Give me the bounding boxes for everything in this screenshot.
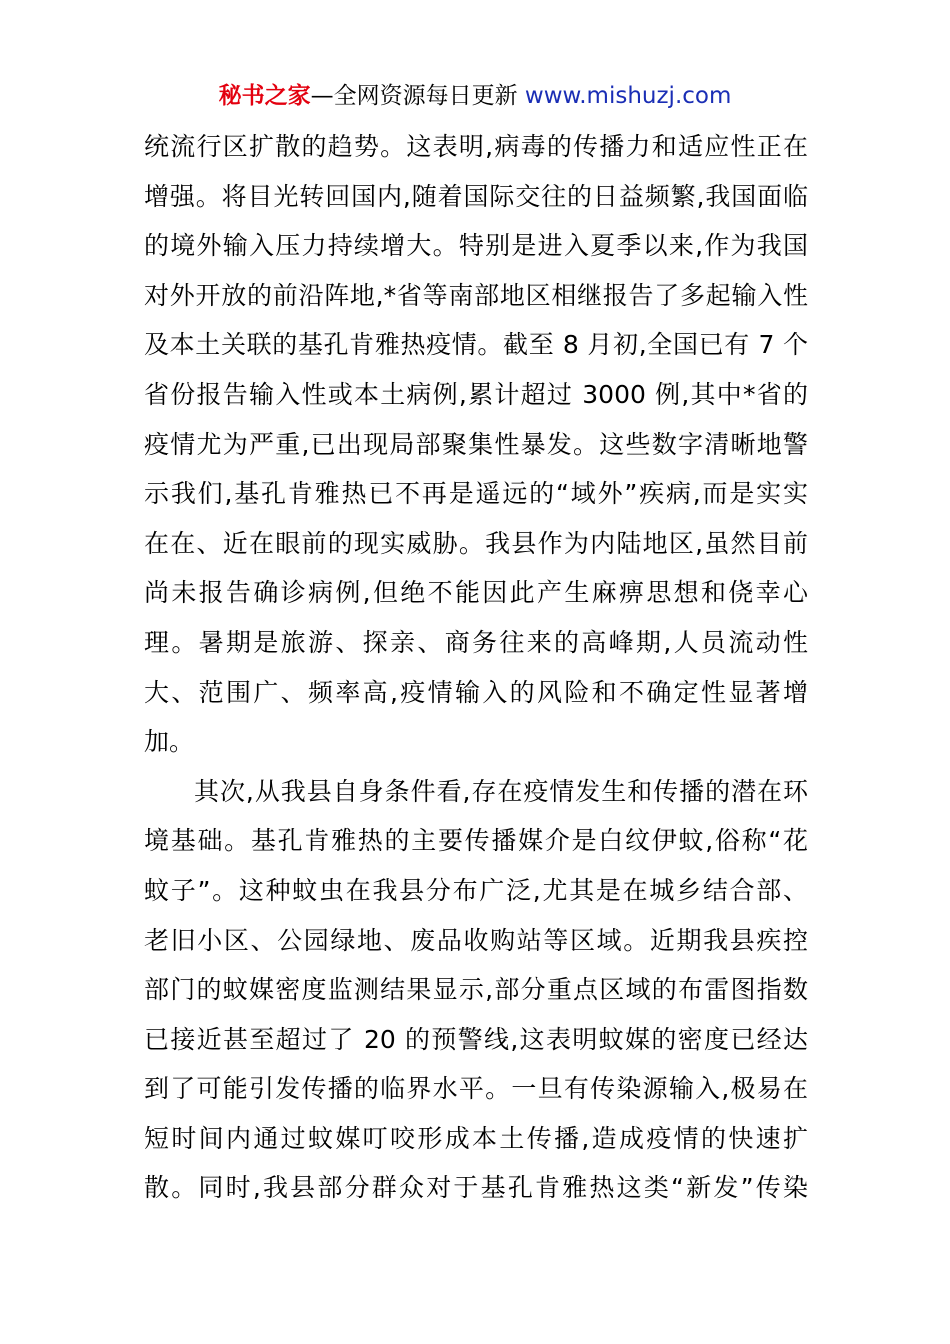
text-line: 加。 (144, 727, 195, 757)
text-line: 老旧小区、公园绿地、废品收购站等区域。近期我县疾控 (144, 925, 808, 955)
text-line: 蚊子”。这种蚊虫在我县分布广泛,尤其是在城乡结合部、 (144, 875, 808, 905)
text-line: 的境外输入压力持续增大。特别是进入夏季以来,作为我国 (144, 231, 808, 261)
site-url[interactable]: www.mishuzj.com (524, 83, 732, 109)
text-line: 到了可能引发传播的临界水平。一旦有传染源输入,极易在 (144, 1074, 808, 1104)
paragraph-2 (144, 767, 808, 1213)
text-line: 其次,从我县自身条件看,存在疫情发生和传播的潜在环 (194, 776, 808, 806)
text-line: 境基础。基孔肯雅热的主要传播媒介是白纹伊蚊,俗称“花 (144, 826, 808, 856)
site-tagline: —全网资源每日更新 (310, 83, 518, 109)
text-line: 疫情尤为严重,已出现局部聚集性暴发。这些数字清晰地警 (144, 429, 808, 459)
text-line: 对外开放的前沿阵地,*省等南部地区相继报告了多起输入性 (144, 280, 808, 310)
text-line: 在在、近在眼前的现实威胁。我县作为内陆地区,虽然目前 (144, 528, 808, 558)
text-line: 理。暑期是旅游、探亲、商务往来的高峰期,人员流动性 (144, 627, 808, 657)
text-line: 及本土关联的基孔肯雅热疫情。截至 8 月初,全国已有 7 个 (144, 330, 808, 360)
text-line: 短时间内通过蚊媒叮咬形成本土传播,造成疫情的快速扩 (144, 1123, 808, 1153)
site-header (0, 80, 950, 112)
text-line: 示我们,基孔肯雅热已不再是遥远的“域外”疾病,而是实实 (144, 479, 808, 509)
text-line: 大、范围广、频率高,疫情输入的风险和不确定性显著增 (144, 677, 808, 707)
paragraph-1 (144, 122, 808, 767)
text-line: 统流行区扩散的趋势。这表明,病毒的传播力和适应性正在 (144, 132, 808, 161)
text-line: 已接近甚至超过了 20 的预警线,这表明蚊媒的密度已经达 (144, 1024, 808, 1054)
text-line: 尚未报告确诊病例,但绝不能因此产生麻痹思想和侥幸心 (144, 578, 808, 608)
text-line: 增强。将目光转回国内,随着国际交往的日益频繁,我国面临 (144, 181, 808, 211)
document-body (144, 122, 808, 1213)
text-line: 散。同时,我县部分群众对于基孔肯雅热这类“新发”传染 (144, 1173, 808, 1203)
text-line: 部门的蚊媒密度监测结果显示,部分重点区域的布雷图指数 (144, 975, 808, 1005)
text-line: 省份报告输入性或本土病例,累计超过 3000 例,其中*省的 (144, 379, 808, 409)
site-brand: 秘书之家 (218, 83, 311, 109)
